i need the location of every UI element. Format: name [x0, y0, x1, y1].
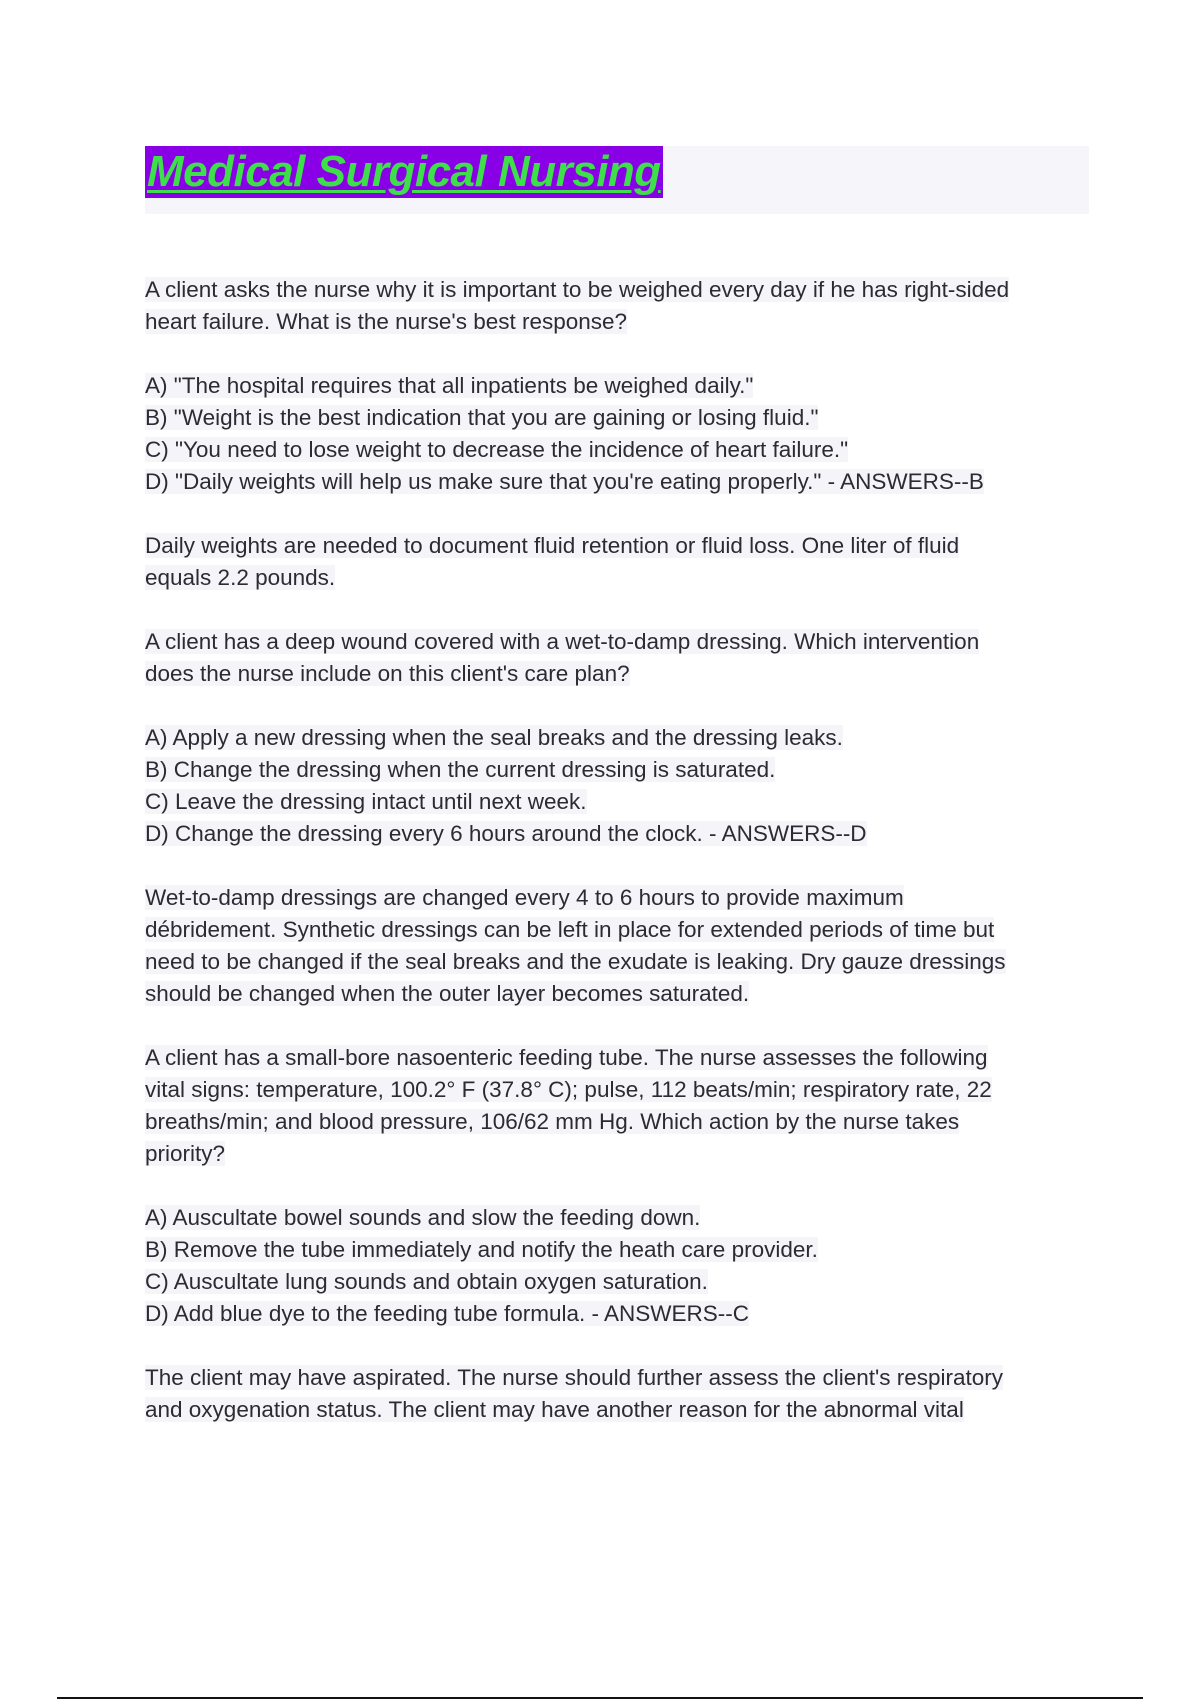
text-line: heart failure. What is the nurse's best response? — [145, 309, 628, 334]
text-line: need to be changed if the seal breaks and the exudate is leaking. Dry gauze dressings — [145, 949, 1006, 974]
text-line: vital signs: temperature, 100.2° F (37.8° C); pulse, 112 beats/min; respiratory rate, 22 — [145, 1077, 992, 1102]
option-line: C) Leave the dressing intact until next week. — [145, 789, 587, 814]
text-line: A client asks the nurse why it is important to be weighed every day if he has right-sided — [145, 277, 1010, 302]
option-line: A) Auscultate bowel sounds and slow the feeding down. — [145, 1205, 701, 1230]
answer-options — [145, 370, 1095, 498]
document-body — [145, 274, 1095, 1426]
answer-options — [145, 1202, 1095, 1330]
footer-rule — [57, 1697, 1143, 1699]
option-line: C) "You need to lose weight to decrease the incidence of heart failure." — [145, 437, 849, 462]
option-line: D) Add blue dye to the feeding tube formula. - ANSWERS--C — [145, 1301, 750, 1326]
option-line: C) Auscultate lung sounds and obtain oxygen saturation. — [145, 1269, 708, 1294]
text-line: breaths/min; and blood pressure, 106/62 mm Hg. Which action by the nurse takes — [145, 1109, 960, 1134]
rationale-paragraph — [145, 530, 1095, 594]
option-line: D) Change the dressing every 6 hours around the clock. - ANSWERS--D — [145, 821, 867, 846]
option-line: B) "Weight is the best indication that you are gaining or losing fluid." — [145, 405, 819, 430]
text-line: débridement. Synthetic dressings can be left in place for extended periods of time but — [145, 917, 995, 942]
text-line: does the nurse include on this client's care plan? — [145, 661, 630, 686]
option-line: A) "The hospital requires that all inpatients be weighed daily." — [145, 373, 754, 398]
question-paragraph — [145, 274, 1095, 338]
text-line: and oxygenation status. The client may have another reason for the abnormal vital — [145, 1397, 964, 1422]
option-line: A) Apply a new dressing when the seal breaks and the dressing leaks. — [145, 725, 843, 750]
text-line: Wet-to-damp dressings are changed every 4 to 6 hours to provide maximum — [145, 885, 904, 910]
option-line: D) "Daily weights will help us make sure that you're eating properly." - ANSWERS--B — [145, 469, 984, 494]
text-line: priority? — [145, 1141, 226, 1166]
text-line: Daily weights are needed to document fluid retention or fluid loss. One liter of fluid — [145, 533, 960, 558]
text-line: A client has a small-bore nasoenteric feeding tube. The nurse assesses the following — [145, 1045, 988, 1070]
answer-options — [145, 722, 1095, 850]
text-line: should be changed when the outer layer becomes saturated. — [145, 981, 750, 1006]
rationale-paragraph — [145, 882, 1095, 1010]
document-title: Medical Surgical Nursing — [147, 147, 661, 196]
text-line: A client has a deep wound covered with a wet-to-damp dressing. Which intervention — [145, 629, 980, 654]
rationale-paragraph — [145, 1362, 1095, 1426]
option-line: B) Change the dressing when the current dressing is saturated. — [145, 757, 776, 782]
option-line: B) Remove the tube immediately and notify the heath care provider. — [145, 1237, 818, 1262]
text-line: equals 2.2 pounds. — [145, 565, 336, 590]
question-paragraph — [145, 1042, 1095, 1170]
text-line: The client may have aspirated. The nurse should further assess the client's respiratory — [145, 1365, 1004, 1390]
question-paragraph — [145, 626, 1095, 690]
